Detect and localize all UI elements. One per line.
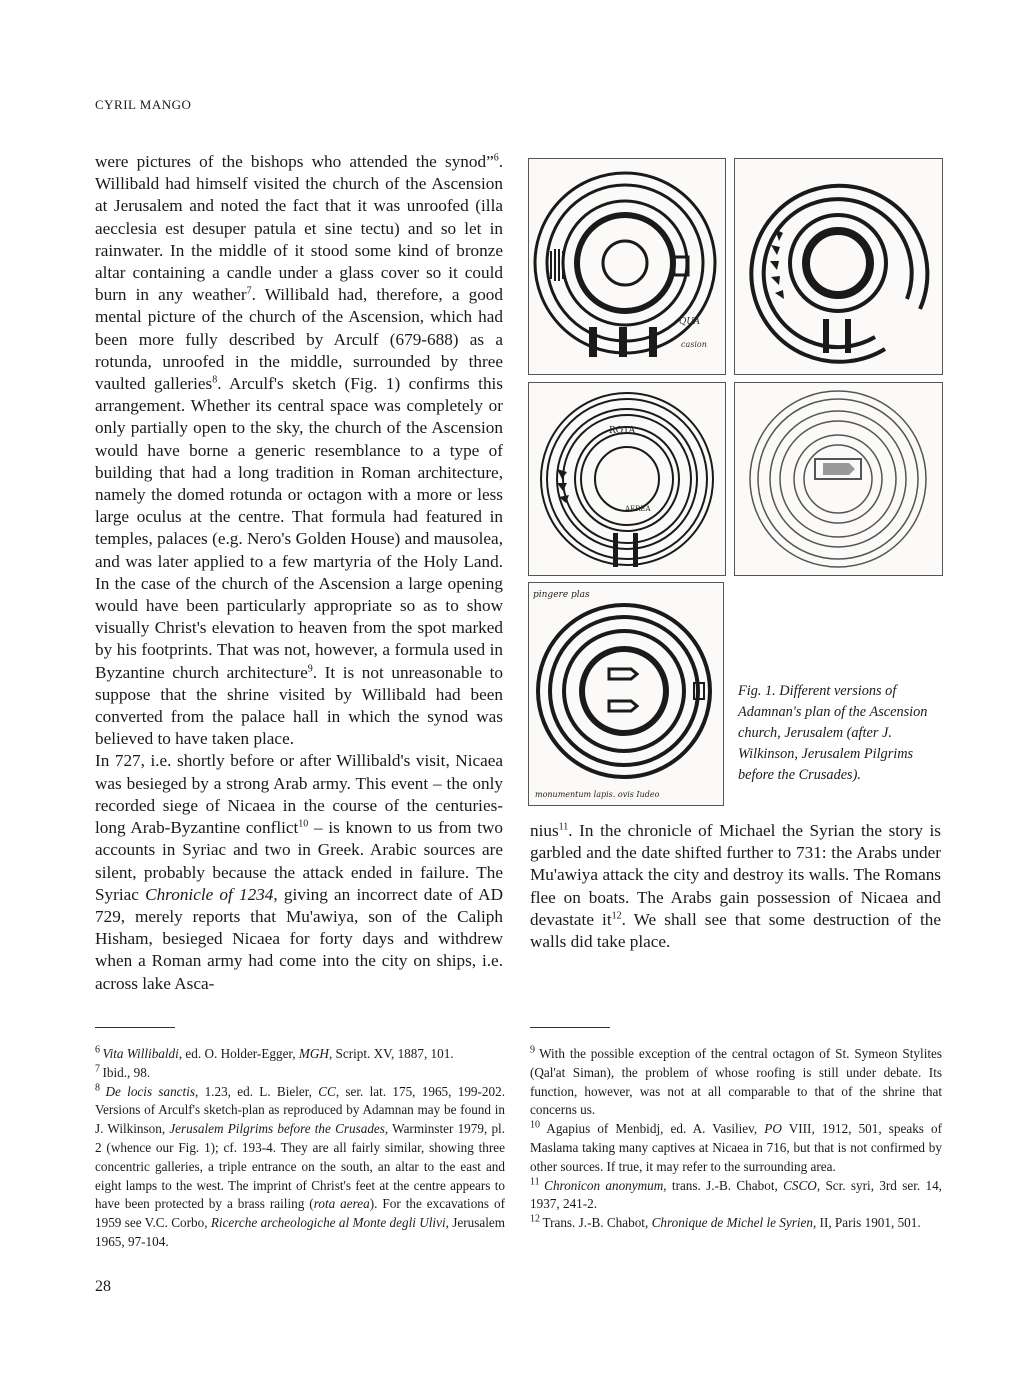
footnote-ref: 6 xyxy=(95,1044,103,1056)
body-paragraph-1 xyxy=(95,151,503,750)
text-run: Trans. J.-B. Chabot, xyxy=(542,1215,652,1231)
plan-1-label-casion: casion xyxy=(681,340,707,349)
plan-drawing-1 xyxy=(528,158,726,375)
text-run: , ed. O. Holder-Egger, xyxy=(178,1046,299,1061)
italic-text: MGH xyxy=(298,1046,329,1061)
text-run: were pictures of the bishops who attended the synod” xyxy=(95,152,494,171)
plan-3-label-aerea: AEREA xyxy=(625,505,651,513)
italic-text: Chronicon anonymum xyxy=(544,1177,664,1193)
footnote-ref: 10 xyxy=(530,1119,547,1131)
text-run: , giving an incorrect date of AD 729, merely reports that Mu'awiya, son of the Caliph Hisham, besieged Nicaea for forty days and withdrew when a Roman army had come into the city on ships, i.e. across lake Asca- xyxy=(95,884,503,993)
footnote-ref: 12 xyxy=(530,1213,543,1225)
plan-5-label-bottom: monumentum lapis. ovis Iudeo xyxy=(535,790,660,799)
plan-drawing-3 xyxy=(528,382,726,576)
italic-text: De locis sanctis xyxy=(105,1083,195,1099)
footnote-ref: 11 xyxy=(558,821,569,833)
text-run: . Willibald had himself visited the church of the Ascension at Jerusalem and noted the fact that it was unroofed (illa aecclesia est desuper patula et sine tectu) and so let in rainwater. In the middle of it stood some kind of bronze altar containing a candle under a glass cover so it could burn in any weather xyxy=(95,152,503,305)
page-number: 28 xyxy=(95,1278,111,1295)
text-run: VIII, 1912, 501, speaks of Maslama taking many captives at Nicaea in 716, but that is not confirmed by other sources. If true, it may refer to the surrounding area. xyxy=(530,1121,942,1174)
footnote-rule-left xyxy=(95,1027,175,1028)
text-run: , trans. J.-B. Chabot, xyxy=(663,1177,784,1193)
text-run: With the possible exception of the central octagon of St. Symeon Stylites (Qal'at Siman), the problem of whose roofing is still under debate. Its function, however, was not at all comparable to that of the shrine that concerns us. xyxy=(530,1046,943,1118)
italic-text: Chronicle of 1234 xyxy=(145,884,274,904)
italic-text: Ricerche archeologiche al Monte degli Ulivi xyxy=(210,1215,446,1231)
text-run: , ser. lat. 175, 1965, 199-202. Versions of Arculf's sketch-plan as reproduced by Adamnan may be found in J. Wilkinson, xyxy=(95,1083,505,1137)
plan-drawing-5 xyxy=(528,582,724,806)
italic-text: PO xyxy=(764,1121,782,1137)
figure-caption: Fig. 1. Different versions of Adamnan's plan of the Ascension church, Jerusalem (after J. Wilkinson, Jerusalem Pilgrims before the Crusades). xyxy=(738,683,928,783)
running-head: CYRIL MANGO xyxy=(95,97,192,112)
footnote xyxy=(530,1120,942,1176)
italic-text: CC xyxy=(318,1083,336,1099)
main-text-right-column xyxy=(530,820,941,953)
footnote xyxy=(95,1064,505,1083)
main-text-left-column xyxy=(95,151,503,995)
text-run: – is known to us from two accounts in Syriac and two in Greek. Arabic sources are silent, probably because the attack ended in failure. The Syriac xyxy=(95,818,503,904)
footnote-ref: 12 xyxy=(611,910,622,922)
plan-drawing-4 xyxy=(734,382,943,576)
italic-text: Vita Willibaldi xyxy=(102,1046,179,1061)
footnote-ref: 7 xyxy=(246,285,252,297)
footnote xyxy=(530,1214,942,1233)
text-run: , Jerusalem 1965, 97-104. xyxy=(95,1215,506,1249)
italic-text: Jerusalem Pilgrims before the Crusades xyxy=(169,1121,385,1137)
footnote-ref: 9 xyxy=(530,1044,540,1056)
text-run: . We shall see that some destruction of the walls did take place. xyxy=(530,909,941,952)
italic-text: CSCO xyxy=(783,1177,817,1193)
footnote-ref: 9 xyxy=(307,662,313,674)
footnote-ref: 8 xyxy=(95,1082,106,1094)
plan-3-label-rota: ROTA xyxy=(609,426,636,436)
footnote-ref: 6 xyxy=(493,152,499,164)
text-run: , Scr. syri, 3rd ser. 14, 1937, 241-2. xyxy=(530,1177,942,1212)
footnote xyxy=(530,1045,942,1120)
text-run: In 727, i.e. shortly before or after Willibald's visit, Nicaea was besieged by a strong Arab army. This event – the only recorded siege of Nicaea in the course of the centuries-long Arab-Byzantine conflict xyxy=(95,751,503,838)
footnotes-left xyxy=(95,1045,505,1252)
text-run: . It is not unreasonable to suppose that the shrine visited by Willibald had been converted from the palace hall in which the synod was believed to have taken place. xyxy=(95,662,503,749)
plan-1-label-qua: QUA xyxy=(679,317,701,327)
text-run: , II, Paris 1901, 501. xyxy=(812,1215,921,1231)
text-run: . In the chronicle of Michael the Syrian the story is garbled and the date shifted further to 731: the Arabs under Mu'awiya attack the city and destroy its walls. The Romans flee on boats. The Arabs gain possession of Nicaea and devastate it xyxy=(530,821,941,929)
text-run: , Script. XV, 1887, 101. xyxy=(328,1046,454,1061)
footnote-ref: 8 xyxy=(212,374,218,386)
body-paragraph-2 xyxy=(95,750,503,994)
text-run: . Arculf's sketch (Fig. 1) confirms this arrangement. Whether its central space was completely or only partially open to the sky, the church of the Ascension would have borne a generic resemblance to a type of building that had a long tradition in Roman architecture, namely the domed rotunda or octagon with a more or less large oculus at the centre. That formula had featured in temples, palaces (e.g. Nero's Golden House) and mausolea, and was later applied to a few martyria of the Holy Land. In the case of the church of the Ascension a large opening would have been particularly appropriate so as to show visually Christ's elevation to heaven from the spot marked by his footprints. That was not, however, a formula used in Byzantine church architecture xyxy=(95,374,503,682)
text-run: , 1.23, ed. L. Bieler, xyxy=(195,1083,319,1099)
text-run: ). For the excavations of 1959 see V.C. Corbo, xyxy=(95,1196,506,1231)
footnote xyxy=(95,1045,505,1064)
plan-5-label-top: pingere plas xyxy=(533,590,590,600)
italic-text: rota aerea xyxy=(313,1196,370,1212)
text-run: , Warminster 1979, pl. 2 (whence our Fig. 1); cf. 193-4. They are all fairly similar, showing three concentric galleries, a triple entrance on the south, an altar to the east and eight lamps to the west. The imprint of Christ's feet at the centre appears to have been protected by a brass railing ( xyxy=(95,1121,506,1212)
footnote-ref: 7 xyxy=(95,1063,103,1075)
footnote-ref: 10 xyxy=(298,818,309,830)
text-run: Agapius of Menbidj, ed. A. Vasiliev, xyxy=(546,1121,765,1137)
footnote xyxy=(95,1083,505,1252)
italic-text: Chronique de Michel le Syrien xyxy=(651,1215,813,1231)
footnotes-right xyxy=(530,1045,942,1233)
plan-drawing-2 xyxy=(734,158,943,375)
body-paragraph-3 xyxy=(530,820,941,953)
text-run: Ibid., 98. xyxy=(102,1064,151,1080)
text-run: nius xyxy=(530,821,559,840)
text-run: . Willibald had, therefore, a good mental picture of the church of the Ascension, which had been more fully described by Arculf (679-688) as a rotunda, unroofed in the middle, surrounded by three vaulted galleries xyxy=(95,285,503,394)
footnote xyxy=(530,1177,942,1215)
footnote-rule-right xyxy=(530,1027,610,1028)
footnote-ref: 11 xyxy=(530,1176,545,1188)
